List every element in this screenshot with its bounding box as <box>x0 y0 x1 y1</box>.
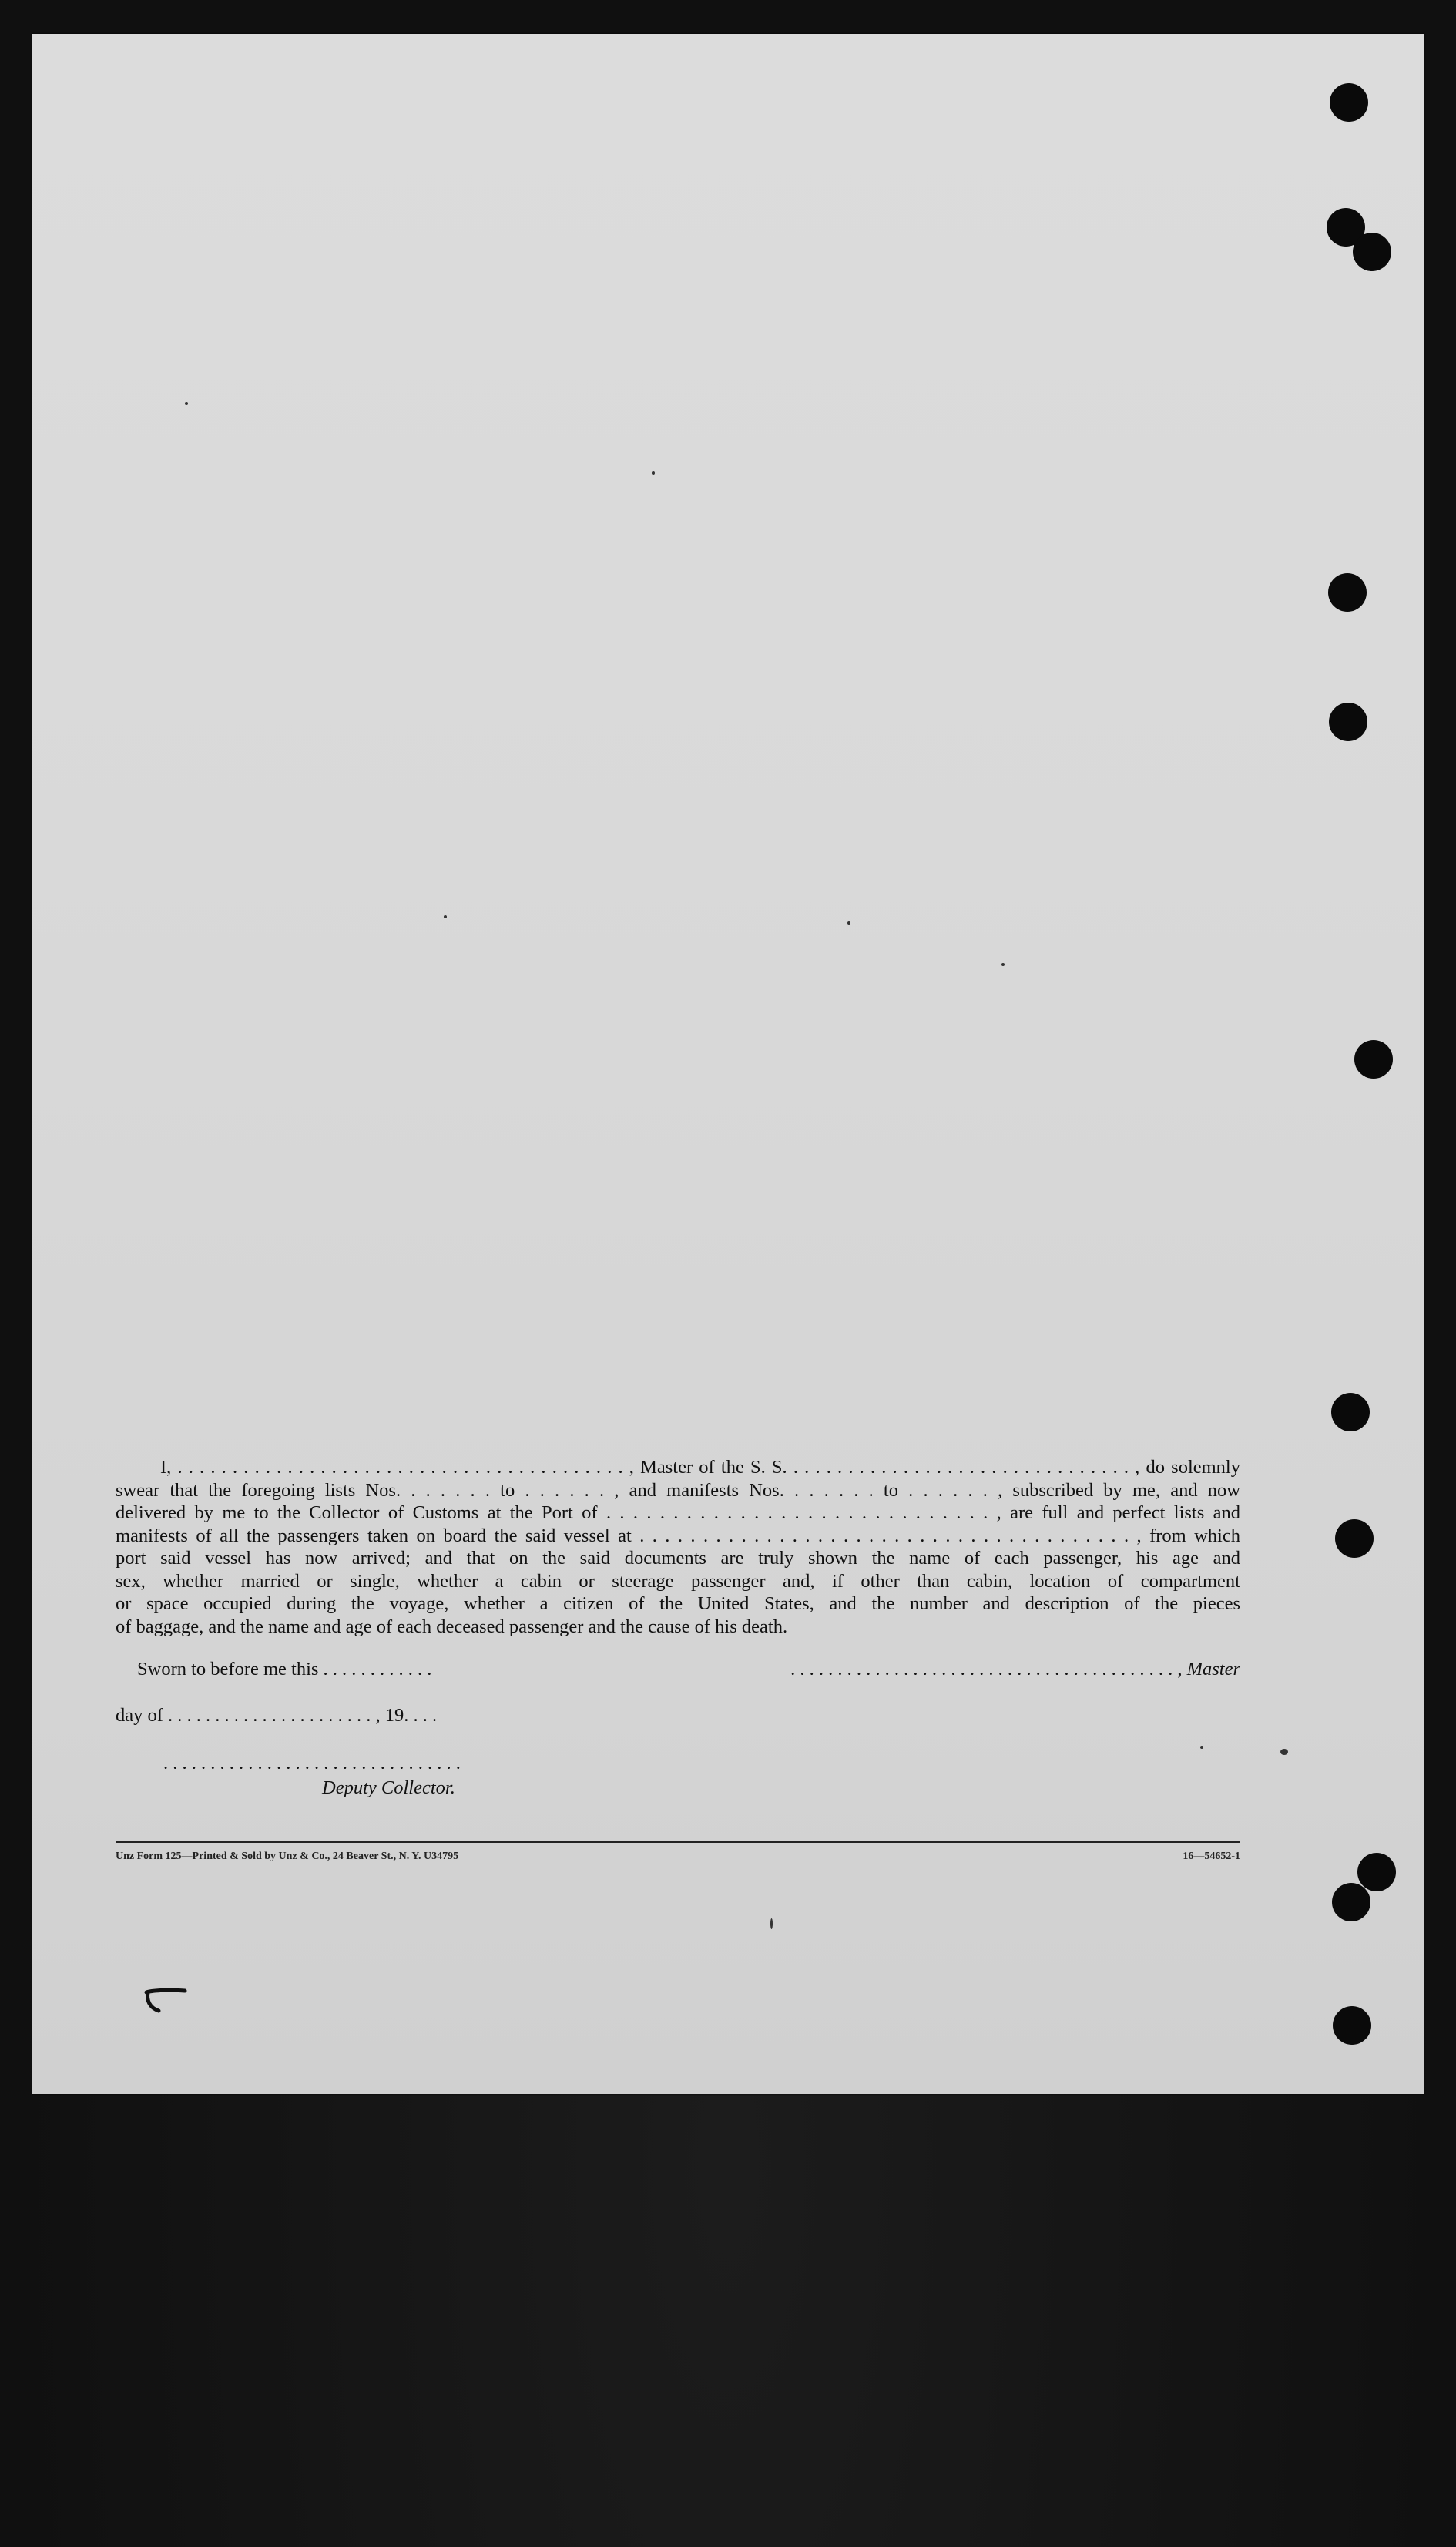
dust-speck <box>770 1918 773 1929</box>
day-of-line: day of . . . . . . . . . . . . . . . . . . . . . . , 19. . . . <box>116 1705 438 1726</box>
master-signature-dots: . . . . . . . . . . . . . . . . . . . . . . . . . . . . . . . . . . . . . . . . . , <box>790 1659 1187 1680</box>
manifest-page <box>32 34 1424 2094</box>
punch-hole <box>1328 573 1367 612</box>
punch-hole <box>1354 1040 1393 1079</box>
master-label: Master <box>1186 1659 1240 1680</box>
dust-speck <box>185 402 188 405</box>
dust-speck <box>847 921 850 925</box>
dust-speck <box>652 471 655 475</box>
master-signature-line <box>790 1659 1240 1680</box>
punch-hole <box>1335 1519 1374 1558</box>
sworn-before-me-text: Sworn to before me this . . . . . . . . . . . . <box>137 1659 432 1680</box>
punch-hole <box>1333 2006 1371 2045</box>
oath-line-7: or space occupied during the voyage, whether a citizen of the United States, and the number and description of the pieces <box>116 1593 1240 1614</box>
punch-hole <box>1353 233 1391 271</box>
punch-hole <box>1331 1393 1370 1431</box>
oath-line-2: swear that the foregoing lists Nos. . . . . . . to . . . . . . , and manifests Nos. . . . . . . to . . . . . . , subscribed by me, and now <box>116 1479 1240 1501</box>
dust-speck <box>1001 963 1005 966</box>
oath-line-8: of baggage, and the name and age of each deceased passenger and the cause of his death. <box>116 1616 788 1637</box>
punch-hole <box>1329 703 1367 741</box>
oath-line-5: port said vessel has now arrived; and that on the said documents are truly shown the name of each passenger, his age and <box>116 1548 1240 1569</box>
punch-hole <box>1332 1883 1370 1921</box>
punch-hole <box>1357 1853 1396 1891</box>
master-oath-paragraph <box>116 1456 1240 1638</box>
dust-speck <box>1280 1749 1288 1755</box>
oath-line-3: delivered by me to the Collector of Customs at the Port of . . . . . . . . . . . . . . . . . . . . . . . . . . . . . , are full and perfect lists and <box>116 1502 1240 1523</box>
deputy-collector-label: Deputy Collector. <box>322 1777 455 1798</box>
printer-imprint: Unz Form 125—Printed & Sold by Unz & Co., 24 Beaver St., N. Y. U34795 <box>116 1851 459 1862</box>
footer-rule <box>116 1841 1240 1843</box>
oath-line-6: sex, whether married or single, whether a cabin or steerage passenger and, if other than cabin, location of compartment <box>116 1570 1240 1592</box>
deputy-signature-line: . . . . . . . . . . . . . . . . . . . . . . . . . . . . . . . . <box>163 1753 461 1774</box>
dust-speck <box>1200 1746 1203 1749</box>
oath-line-4: manifests of all the passengers taken on board the said vessel at . . . . . . . . . . . . . . . . . . . . . . . . . . . . . . . . . . . . . . . , from which <box>116 1525 1240 1546</box>
pen-mark <box>143 1988 190 2018</box>
form-number: 16—54652-1 <box>1183 1851 1240 1862</box>
punch-hole <box>1330 83 1368 122</box>
oath-line-1: I, . . . . . . . . . . . . . . . . . . . . . . . . . . . . . . . . . . . . . . . . . , Master of the S. S. . . . . . . . . . . . . . . . . . . . . . . . . . . . . . . . , do solemnly <box>160 1457 1240 1478</box>
dust-speck <box>444 915 447 918</box>
